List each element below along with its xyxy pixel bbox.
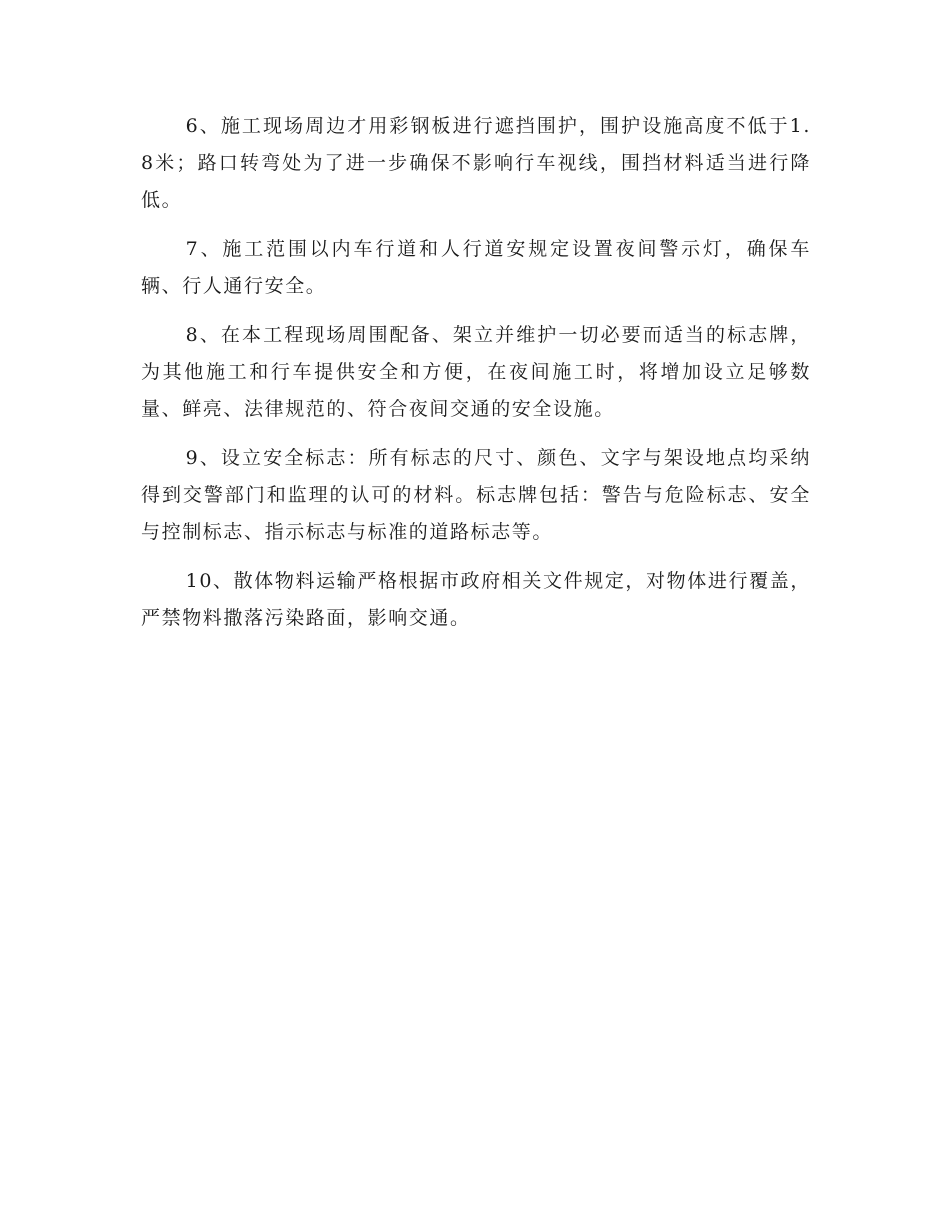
paragraph-8: 8、在本工程现场周围配备、架立并维护一切必要而适当的标志牌，为其他施工和行车提供安全和方便，在夜间施工时，将增加设立足够数量、鲜亮、法律规范的、符合夜间交通的安全设施。 bbox=[141, 324, 811, 420]
document-body bbox=[141, 108, 811, 649]
paragraph-10: 10、散体物料运输严格根据市政府相关文件规定，对物体进行覆盖，严禁物料撒落污染路面，影响交通。 bbox=[141, 570, 811, 629]
paragraph-6: 6、施工现场周边才用彩钢板进行遮挡围护，围护设施高度不低于1.8米；路口转弯处为了进一步确保不影响行车视线，围挡材料适当进行降低。 bbox=[141, 115, 811, 211]
paragraph-7: 7、施工范围以内车行道和人行道安规定设置夜间警示灯，确保车辆、行人通行安全。 bbox=[141, 238, 811, 297]
paragraph-9: 9、设立安全标志：所有标志的尺寸、颜色、文字与架设地点均采纳得到交警部门和监理的认可的材料。标志牌包括：警告与危险标志、安全与控制标志、指示标志与标准的道路标志等。 bbox=[141, 447, 811, 543]
